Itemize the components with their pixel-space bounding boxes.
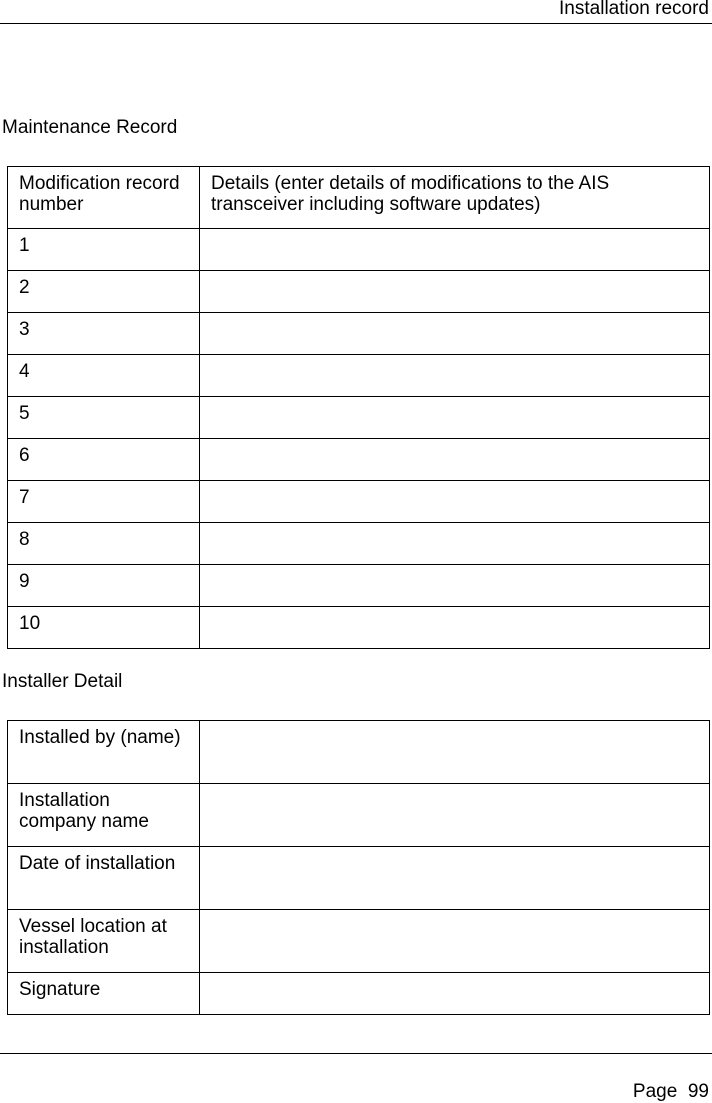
details-cell[interactable] xyxy=(200,355,710,397)
modification-number-cell: 1 xyxy=(8,229,200,271)
modification-number-cell: 7 xyxy=(8,481,200,523)
installation-date-field[interactable] xyxy=(200,847,710,910)
maintenance-record-title: Maintenance Record xyxy=(2,117,178,138)
page-footer xyxy=(633,1081,709,1103)
page-header-title: Installation record xyxy=(559,0,709,19)
maintenance-record-table xyxy=(7,166,710,649)
table-row xyxy=(8,229,710,271)
details-cell[interactable] xyxy=(200,523,710,565)
table-row xyxy=(8,721,710,784)
table-row xyxy=(8,565,710,607)
header-divider xyxy=(0,23,712,24)
details-cell[interactable] xyxy=(200,481,710,523)
details-cell[interactable] xyxy=(200,229,710,271)
vessel-location-label: Vessel location at installation xyxy=(8,910,200,973)
table-row xyxy=(8,397,710,439)
modification-number-cell: 8 xyxy=(8,523,200,565)
installed-by-label: Installed by (name) xyxy=(8,721,200,784)
table-row xyxy=(8,784,710,847)
details-cell[interactable] xyxy=(200,397,710,439)
details-cell[interactable] xyxy=(200,607,710,649)
table-row xyxy=(8,481,710,523)
signature-field[interactable] xyxy=(200,973,710,1015)
installation-company-label: Installation company name xyxy=(8,784,200,847)
page-label: Page xyxy=(632,1081,678,1102)
modification-number-cell: 6 xyxy=(8,439,200,481)
details-cell[interactable] xyxy=(200,313,710,355)
modification-number-cell: 5 xyxy=(8,397,200,439)
table-row xyxy=(8,607,710,649)
installation-company-field[interactable] xyxy=(200,784,710,847)
modification-number-cell: 9 xyxy=(8,565,200,607)
modification-number-cell: 3 xyxy=(8,313,200,355)
table-row xyxy=(8,910,710,973)
modification-number-cell: 4 xyxy=(8,355,200,397)
table-row xyxy=(8,523,710,565)
footer-divider xyxy=(0,1053,712,1054)
details-cell[interactable] xyxy=(200,439,710,481)
modification-number-header: Modification record number xyxy=(8,167,200,229)
installer-detail-title: Installer Detail xyxy=(2,671,123,692)
installed-by-field[interactable] xyxy=(200,721,710,784)
details-header: Details (enter details of modifications to the AIS transceiver including software updates) xyxy=(200,167,710,229)
table-row xyxy=(8,439,710,481)
page-number: 99 xyxy=(687,1081,709,1102)
modification-number-cell: 2 xyxy=(8,271,200,313)
table-header-row xyxy=(8,167,710,229)
vessel-location-field[interactable] xyxy=(200,910,710,973)
installer-detail-table xyxy=(7,720,710,1015)
installation-date-label: Date of installation xyxy=(8,847,200,910)
signature-label: Signature xyxy=(8,973,200,1015)
table-row xyxy=(8,313,710,355)
table-row xyxy=(8,355,710,397)
table-row xyxy=(8,271,710,313)
table-row xyxy=(8,973,710,1015)
table-row xyxy=(8,847,710,910)
details-cell[interactable] xyxy=(200,271,710,313)
modification-number-cell: 10 xyxy=(8,607,200,649)
details-cell[interactable] xyxy=(200,565,710,607)
